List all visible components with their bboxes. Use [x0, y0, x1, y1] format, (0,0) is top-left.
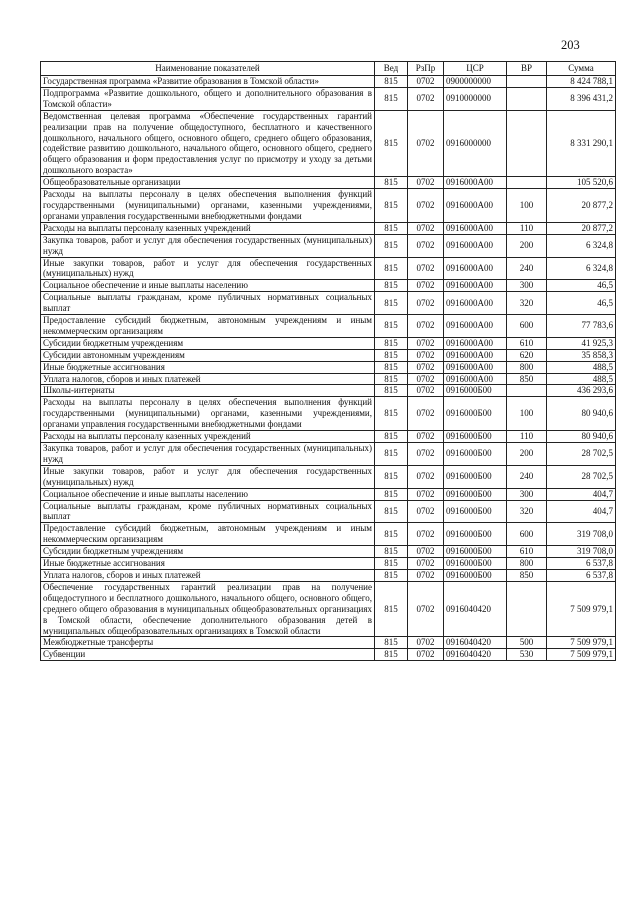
- cell-name: Субсидии автономным учреждениям: [41, 349, 375, 361]
- cell-csr: 0916000А00: [444, 257, 507, 280]
- table-row: [41, 397, 616, 431]
- cell-name: Иные бюджетные ассигнования: [41, 558, 375, 570]
- cell-name: Социальные выплаты гражданам, кроме публичных нормативных социальных выплат: [41, 292, 375, 315]
- cell-csr: 0916000Б00: [444, 465, 507, 488]
- cell-rzpr: 0702: [408, 488, 444, 500]
- cell-sum: 8 331 290,1: [547, 110, 616, 176]
- cell-csr: 0916000А00: [444, 373, 507, 385]
- cell-ved: 815: [375, 523, 408, 546]
- cell-ved: 815: [375, 337, 408, 349]
- cell-csr: 0916040420: [444, 649, 507, 661]
- cell-vr: 530: [507, 649, 547, 661]
- cell-vr: 100: [507, 397, 547, 431]
- cell-rzpr: 0702: [408, 546, 444, 558]
- header-csr: ЦСР: [444, 62, 507, 76]
- cell-rzpr: 0702: [408, 257, 444, 280]
- cell-rzpr: 0702: [408, 385, 444, 397]
- cell-sum: 35 858,3: [547, 349, 616, 361]
- cell-rzpr: 0702: [408, 523, 444, 546]
- cell-vr: 320: [507, 500, 547, 523]
- cell-vr: 240: [507, 465, 547, 488]
- cell-vr: 600: [507, 523, 547, 546]
- cell-sum: 7 509 979,1: [547, 649, 616, 661]
- cell-rzpr: 0702: [408, 569, 444, 581]
- cell-rzpr: 0702: [408, 349, 444, 361]
- cell-ved: 815: [375, 110, 408, 176]
- cell-sum: 7 509 979,1: [547, 637, 616, 649]
- cell-name: Закупка товаров, работ и услуг для обеспечения государственных (муниципальных) нужд: [41, 443, 375, 466]
- table-row: [41, 558, 616, 570]
- cell-sum: 319 708,0: [547, 523, 616, 546]
- table-row: [41, 488, 616, 500]
- cell-name: Общеобразовательные организации: [41, 177, 375, 189]
- cell-ved: 815: [375, 373, 408, 385]
- header-sum: Сумма: [547, 62, 616, 76]
- cell-name: Социальные выплаты гражданам, кроме публичных нормативных социальных выплат: [41, 500, 375, 523]
- cell-csr: 0916000А00: [444, 222, 507, 234]
- cell-ved: 815: [375, 280, 408, 292]
- header-vr: ВР: [507, 62, 547, 76]
- cell-rzpr: 0702: [408, 280, 444, 292]
- table-row: [41, 257, 616, 280]
- cell-ved: 815: [375, 349, 408, 361]
- cell-ved: 815: [375, 292, 408, 315]
- cell-name: Иные закупки товаров, работ и услуг для обеспечения государственных (муниципальных) нужд: [41, 465, 375, 488]
- cell-rzpr: 0702: [408, 361, 444, 373]
- table-row: [41, 373, 616, 385]
- cell-vr: 850: [507, 569, 547, 581]
- cell-ved: 815: [375, 443, 408, 466]
- cell-name: Субсидии бюджетным учреждениям: [41, 546, 375, 558]
- cell-rzpr: 0702: [408, 581, 444, 637]
- cell-name: Государственная программа «Развитие образования в Томской области»: [41, 76, 375, 88]
- table-row: [41, 500, 616, 523]
- cell-vr: 500: [507, 637, 547, 649]
- cell-csr: 0916000Б00: [444, 558, 507, 570]
- cell-ved: 815: [375, 431, 408, 443]
- cell-csr: 0916000Б00: [444, 385, 507, 397]
- cell-vr: 200: [507, 234, 547, 257]
- cell-vr: [507, 385, 547, 397]
- cell-ved: 815: [375, 397, 408, 431]
- cell-ved: 815: [375, 189, 408, 223]
- cell-rzpr: 0702: [408, 500, 444, 523]
- table-row: [41, 443, 616, 466]
- cell-vr: [507, 177, 547, 189]
- cell-rzpr: 0702: [408, 222, 444, 234]
- table-row: [41, 637, 616, 649]
- cell-ved: 815: [375, 257, 408, 280]
- table-row: [41, 349, 616, 361]
- cell-ved: 815: [375, 649, 408, 661]
- budget-table: [40, 61, 616, 661]
- cell-sum: 80 940,6: [547, 431, 616, 443]
- cell-csr: 0916000А00: [444, 177, 507, 189]
- table-row: [41, 292, 616, 315]
- cell-csr: 0916000Б00: [444, 546, 507, 558]
- cell-vr: 610: [507, 546, 547, 558]
- cell-vr: 300: [507, 488, 547, 500]
- cell-sum: 20 877,2: [547, 189, 616, 223]
- cell-rzpr: 0702: [408, 558, 444, 570]
- page-number: 203: [561, 38, 580, 52]
- cell-sum: 7 509 979,1: [547, 581, 616, 637]
- table-row: [41, 649, 616, 661]
- table-row: [41, 337, 616, 349]
- cell-name: Закупка товаров, работ и услуг для обеспечения государственных (муниципальных) нужд: [41, 234, 375, 257]
- cell-sum: 77 783,6: [547, 315, 616, 338]
- cell-sum: 46,5: [547, 292, 616, 315]
- cell-name: Межбюджетные трансферты: [41, 637, 375, 649]
- cell-rzpr: 0702: [408, 373, 444, 385]
- table-row: [41, 546, 616, 558]
- cell-vr: [507, 581, 547, 637]
- cell-vr: 110: [507, 222, 547, 234]
- cell-csr: 0910000000: [444, 87, 507, 110]
- cell-csr: 0900000000: [444, 76, 507, 88]
- table-row: [41, 280, 616, 292]
- cell-csr: 0916000Б00: [444, 569, 507, 581]
- cell-ved: 815: [375, 637, 408, 649]
- cell-sum: 404,7: [547, 500, 616, 523]
- cell-sum: 404,7: [547, 488, 616, 500]
- cell-ved: 815: [375, 315, 408, 338]
- cell-ved: 815: [375, 488, 408, 500]
- cell-vr: [507, 87, 547, 110]
- cell-name: Обеспечение государственных гарантий реализации прав на получение общедоступного и бесплатного дошкольного, начального общего, основного общего, среднего общего образования в муниципальных общеобразовательных организациях в Томской области, обеспечение дополнительного образования детей в муниципальных общеобразовательных организациях в Томской области: [41, 581, 375, 637]
- cell-vr: 600: [507, 315, 547, 338]
- cell-sum: 46,5: [547, 280, 616, 292]
- table-row: [41, 361, 616, 373]
- cell-name: Предоставление субсидий бюджетным, автономным учреждениям и иным некоммерческим организациям: [41, 315, 375, 338]
- cell-sum: 28 702,5: [547, 465, 616, 488]
- cell-rzpr: 0702: [408, 337, 444, 349]
- table-row: [41, 87, 616, 110]
- table-header-row: [41, 62, 616, 76]
- cell-vr: 200: [507, 443, 547, 466]
- cell-name: Иные бюджетные ассигнования: [41, 361, 375, 373]
- table-row: [41, 76, 616, 88]
- cell-sum: 41 925,3: [547, 337, 616, 349]
- table-row: [41, 189, 616, 223]
- cell-csr: 0916000Б00: [444, 397, 507, 431]
- table-row: [41, 315, 616, 338]
- table-row: [41, 234, 616, 257]
- cell-vr: 110: [507, 431, 547, 443]
- cell-rzpr: 0702: [408, 177, 444, 189]
- cell-name: Иные закупки товаров, работ и услуг для обеспечения государственных (муниципальных) нужд: [41, 257, 375, 280]
- cell-rzpr: 0702: [408, 292, 444, 315]
- cell-csr: 0916040420: [444, 637, 507, 649]
- cell-ved: 815: [375, 234, 408, 257]
- cell-vr: 850: [507, 373, 547, 385]
- cell-csr: 0916000Б00: [444, 488, 507, 500]
- cell-sum: 20 877,2: [547, 222, 616, 234]
- cell-csr: 0916000А00: [444, 189, 507, 223]
- cell-rzpr: 0702: [408, 431, 444, 443]
- cell-name: Социальное обеспечение и иные выплаты населению: [41, 280, 375, 292]
- cell-name: Ведомственная целевая программа «Обеспечение государственных гарантий реализации прав на получение общедоступного, бесплатного и качественного дошкольного, начального общего, основного общего, среднего общего образования, содействие развитию дошкольного, начального общего, основного общего, среднего общего образования и форм предоставления услуг по присмотру и уходу за детьми дошкольного возраста»: [41, 110, 375, 176]
- table-row: [41, 385, 616, 397]
- cell-ved: 815: [375, 222, 408, 234]
- header-name: Наименование показателей: [41, 62, 375, 76]
- cell-rzpr: 0702: [408, 443, 444, 466]
- cell-csr: 0916000Б00: [444, 500, 507, 523]
- cell-ved: 815: [375, 177, 408, 189]
- cell-rzpr: 0702: [408, 315, 444, 338]
- cell-rzpr: 0702: [408, 87, 444, 110]
- cell-sum: 319 708,0: [547, 546, 616, 558]
- cell-rzpr: 0702: [408, 649, 444, 661]
- table-row: [41, 222, 616, 234]
- table-row: [41, 431, 616, 443]
- cell-csr: 0916040420: [444, 581, 507, 637]
- cell-csr: 0916000А00: [444, 234, 507, 257]
- cell-csr: 0916000Б00: [444, 523, 507, 546]
- cell-csr: 0916000А00: [444, 337, 507, 349]
- cell-ved: 815: [375, 546, 408, 558]
- header-rzpr: РзПр: [408, 62, 444, 76]
- cell-rzpr: 0702: [408, 189, 444, 223]
- cell-name: Социальное обеспечение и иные выплаты населению: [41, 488, 375, 500]
- cell-vr: 610: [507, 337, 547, 349]
- cell-vr: 620: [507, 349, 547, 361]
- cell-rzpr: 0702: [408, 465, 444, 488]
- cell-name: Предоставление субсидий бюджетным, автономным учреждениям и иным некоммерческим организациям: [41, 523, 375, 546]
- cell-name: Расходы на выплаты персоналу казенных учреждений: [41, 431, 375, 443]
- cell-name: Уплата налогов, сборов и иных платежей: [41, 569, 375, 581]
- cell-vr: [507, 76, 547, 88]
- cell-rzpr: 0702: [408, 76, 444, 88]
- table-row: [41, 177, 616, 189]
- cell-sum: 6 537,8: [547, 569, 616, 581]
- cell-name: Расходы на выплаты персоналу в целях обеспечения выполнения функций государственными (муниципальными) органами, казенными учреждениями, органами управления государственными внебюджетными фондами: [41, 189, 375, 223]
- cell-sum: 6 324,8: [547, 234, 616, 257]
- cell-sum: 28 702,5: [547, 443, 616, 466]
- cell-sum: 8 424 788,1: [547, 76, 616, 88]
- cell-name: Школы-интернаты: [41, 385, 375, 397]
- table-row: [41, 110, 616, 176]
- cell-vr: 100: [507, 189, 547, 223]
- cell-csr: 0916000000: [444, 110, 507, 176]
- cell-vr: 320: [507, 292, 547, 315]
- cell-csr: 0916000А00: [444, 280, 507, 292]
- table-body: [41, 76, 616, 661]
- table-row: [41, 523, 616, 546]
- cell-rzpr: 0702: [408, 234, 444, 257]
- cell-rzpr: 0702: [408, 637, 444, 649]
- cell-vr: 240: [507, 257, 547, 280]
- cell-name: Подпрограмма «Развитие дошкольного, общего и дополнительного образования в Томской области»: [41, 87, 375, 110]
- cell-rzpr: 0702: [408, 397, 444, 431]
- cell-ved: 815: [375, 87, 408, 110]
- cell-ved: 815: [375, 581, 408, 637]
- cell-csr: 0916000А00: [444, 315, 507, 338]
- cell-csr: 0916000Б00: [444, 443, 507, 466]
- cell-sum: 105 520,6: [547, 177, 616, 189]
- cell-name: Расходы на выплаты персоналу в целях обеспечения выполнения функций государственными (муниципальными) органами, казенными учреждениями, органами управления государственными внебюджетными фондами: [41, 397, 375, 431]
- cell-csr: 0916000А00: [444, 292, 507, 315]
- table-row: [41, 581, 616, 637]
- cell-ved: 815: [375, 569, 408, 581]
- cell-sum: 6 537,8: [547, 558, 616, 570]
- cell-vr: 800: [507, 361, 547, 373]
- cell-vr: 800: [507, 558, 547, 570]
- cell-ved: 815: [375, 500, 408, 523]
- cell-sum: 80 940,6: [547, 397, 616, 431]
- cell-ved: 815: [375, 385, 408, 397]
- cell-sum: 6 324,8: [547, 257, 616, 280]
- cell-sum: 436 293,6: [547, 385, 616, 397]
- cell-csr: 0916000Б00: [444, 431, 507, 443]
- cell-name: Субвенции: [41, 649, 375, 661]
- cell-sum: 488,5: [547, 361, 616, 373]
- cell-rzpr: 0702: [408, 110, 444, 176]
- cell-vr: 300: [507, 280, 547, 292]
- header-ved: Вед: [375, 62, 408, 76]
- table-row: [41, 465, 616, 488]
- cell-ved: 815: [375, 558, 408, 570]
- cell-vr: [507, 110, 547, 176]
- cell-csr: 0916000А00: [444, 349, 507, 361]
- cell-sum: 8 396 431,2: [547, 87, 616, 110]
- cell-sum: 488,5: [547, 373, 616, 385]
- cell-csr: 0916000А00: [444, 361, 507, 373]
- cell-ved: 815: [375, 76, 408, 88]
- cell-ved: 815: [375, 465, 408, 488]
- cell-ved: 815: [375, 361, 408, 373]
- cell-name: Уплата налогов, сборов и иных платежей: [41, 373, 375, 385]
- cell-name: Расходы на выплаты персоналу казенных учреждений: [41, 222, 375, 234]
- cell-name: Субсидии бюджетным учреждениям: [41, 337, 375, 349]
- table-row: [41, 569, 616, 581]
